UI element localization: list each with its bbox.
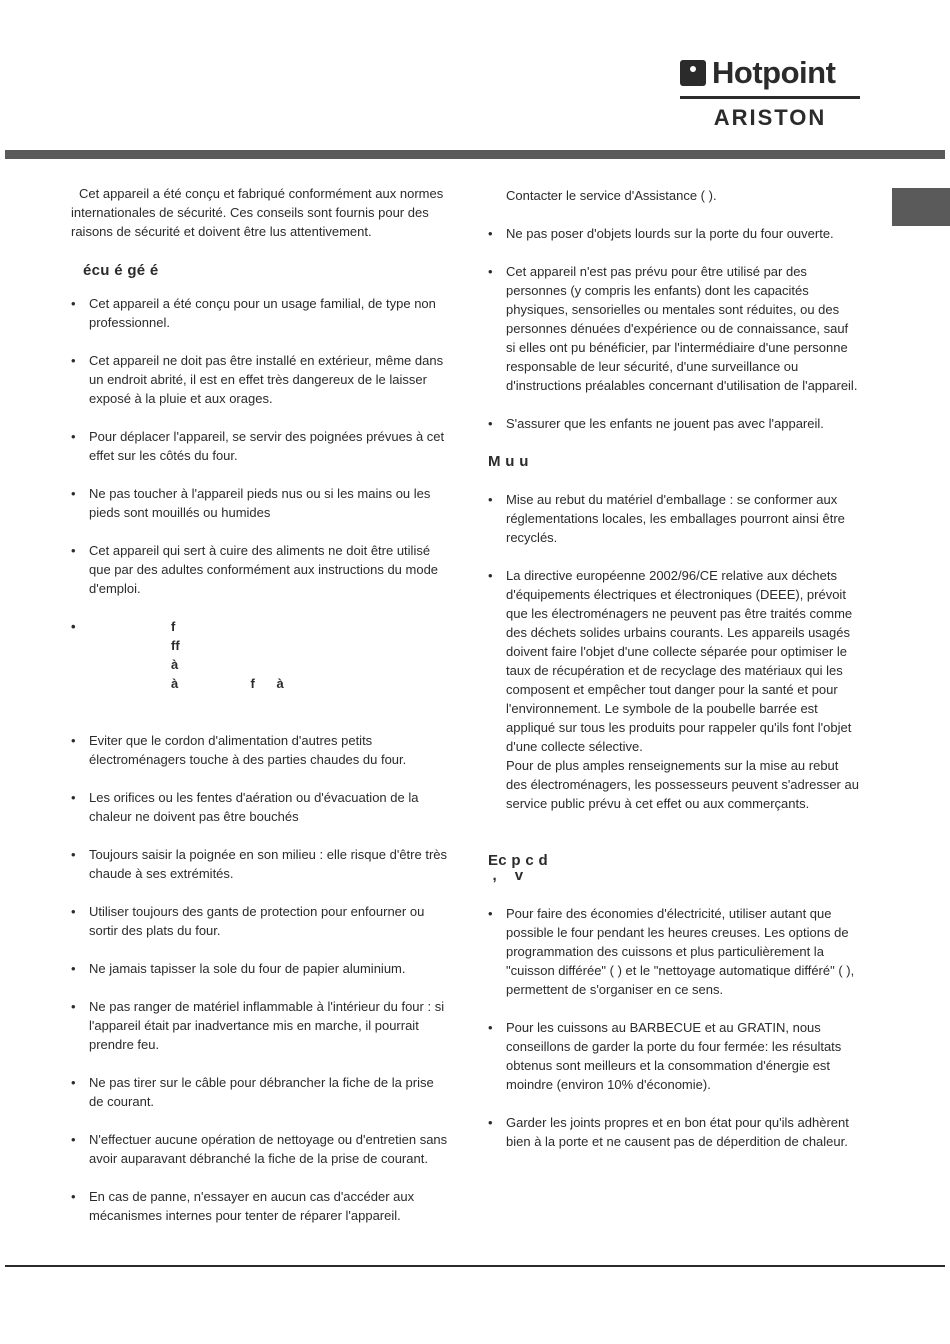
logo-mark-icon (680, 60, 706, 86)
footer-rule (5, 1265, 945, 1267)
list-item: • Les orifices ou les fentes d'aération ou d'évacuation de la chaleur ne doivent pas être bouchés (71, 788, 451, 826)
list-item: • Pour faire des économies d'électricité, utiliser autant que possible le four pendant les heures creuses. Les options de programmation des cuissons et plus particulièrement la "cuisson différée" ( ) et le "nettoyage automatique différé" ( ), permettent de s'organiser en ce sens. (488, 904, 860, 999)
left-column (71, 184, 451, 1244)
section-heading-safety: écu é gé é (83, 262, 159, 279)
intro-paragraph: Cet appareil a été conçu et fabriqué conformément aux normes internationales de sécurité. Ces conseils sont fournis pour des raisons de sécurité et doivent être lus attentivement. (71, 186, 444, 239)
continuation-text: Contacter le service d'Assistance ( ). (506, 188, 717, 203)
list-item: • Ne pas tirer sur le câble pour débrancher la fiche de la prise de courant. (71, 1073, 451, 1111)
safety-list-continued (488, 224, 860, 433)
list-item: • Toujours saisir la poignée en son milieu : elle risque d'être très chaude à ses extrémités. (71, 845, 451, 883)
logo-wordmark (680, 56, 860, 90)
list-item: • Pour les cuissons au BARBECUE et au GRATIN, nous conseillons de garder la porte du four fermée: les résultats obtenus sont meilleurs et la consommation d'énergie est moindre (environ 10% d'économie). (488, 1018, 860, 1094)
list-item: • Mise au rebut du matériel d'emballage : se conformer aux réglementations locales, les emballages pourront ainsi être recyclés. (488, 490, 860, 547)
list-item: • En cas de panne, n'essayer en aucun cas d'accéder aux mécanismes internes pour tenter de réparer l'appareil. (71, 1187, 451, 1225)
right-column (488, 186, 860, 1170)
energy-list (488, 904, 860, 1151)
list-item: • Cet appareil ne doit pas être installé en extérieur, même dans un endroit abrité, il est en effet très dangereux de le laisser exposé à la pluie et aux orages. (71, 351, 451, 408)
logo-rule (680, 96, 860, 99)
list-item: • Ne pas poser d'objets lourds sur la porte du four ouverte. (488, 224, 860, 243)
list-item: • Eviter que le cordon d'alimentation d'autres petits électroménagers touche à des parties chaudes du four. (71, 731, 451, 769)
list-item-extra: Pour de plus amples renseignements sur la mise au rebut des électroménagers, les possesseurs peuvent s'adresser au service public prévu à cet effet ou aux commerçants. (506, 758, 859, 811)
list-item: • N'effectuer aucune opération de nettoyage ou d'entretien sans avoir auparavant débranché la fiche de la prise de courant. (71, 1130, 451, 1168)
brand-name: Hotpoint (712, 55, 836, 90)
disposal-list (488, 490, 860, 813)
list-item: • S'assurer que les enfants ne jouent pas avec l'appareil. (488, 414, 860, 433)
list-item-text: • La directive européenne 2002/96/CE relative aux déchets d'équipements électriques et électroniques (DEEE), prévoit que les électroménagers ne peuvent pas être traités comme des déchets solides urbains courants. Les appareils usagés doivent faire l'objet d'une collecte séparée pour optimiser le taux de récupération et de recyclage des matériaux qui les composent et empêcher tout danger pour la santé et pour l'environnement. Le symbole de la poubelle barrée est appliqué sur tous les produits pour rappeler qu'ils font l'objet d'une collecte sélective. (506, 568, 853, 754)
list-item: • Ne pas ranger de matériel inflammable à l'intérieur du four : si l'appareil était par inadvertance mis en marche, il pourrait prendre feu. (71, 997, 451, 1054)
section-heading-energy-line2: , v (488, 867, 524, 884)
safety-list (71, 294, 451, 1225)
list-item: • Ne pas toucher à l'appareil pieds nus ou si les mains ou les pieds sont mouillés ou humides (71, 484, 451, 522)
list-item: • Cet appareil n'est pas prévu pour être utilisé par des personnes (y compris les enfants) dont les capacités physiques, sensorielles ou mentales sont réduites, ou des personnes dénuées d'expérience ou de connaissance, sauf si elles ont pu bénéficier, par l'intermédiaire d'une personne responsable de leur sécurité, d'une surveillance ou d'instructions préalables concernant d'utilisation de l'appareil. (488, 262, 860, 395)
bold-fragment: • f ff à à f à (171, 619, 284, 691)
list-item (488, 566, 860, 813)
brand-logo (680, 56, 860, 131)
section-heading-energy: Ec p c d (488, 852, 548, 869)
section-heading-disposal: M u u (488, 453, 529, 470)
list-item: • Utiliser toujours des gants de protection pour enfourner ou sortir des plats du four. (71, 902, 451, 940)
brand-sub: ARISTON (713, 105, 827, 130)
header-bar (5, 150, 945, 159)
list-item: • Pour déplacer l'appareil, se servir des poignées prévues à cet effet sur les côtés du four. (71, 427, 451, 465)
list-item: • Garder les joints propres et en bon état pour qu'ils adhèrent bien à la porte et ne causent pas de déperdition de chaleur. (488, 1113, 860, 1151)
list-item-bold (71, 617, 451, 693)
list-item: • Ne jamais tapisser la sole du four de papier aluminium. (71, 959, 451, 978)
list-item: • Cet appareil qui sert à cuire des aliments ne doit être utilisé que par des adultes conformément aux instructions du mode d'emploi. (71, 541, 451, 598)
list-item: • Cet appareil a été conçu pour un usage familial, de type non professionnel. (71, 294, 451, 332)
language-tab (892, 188, 950, 226)
